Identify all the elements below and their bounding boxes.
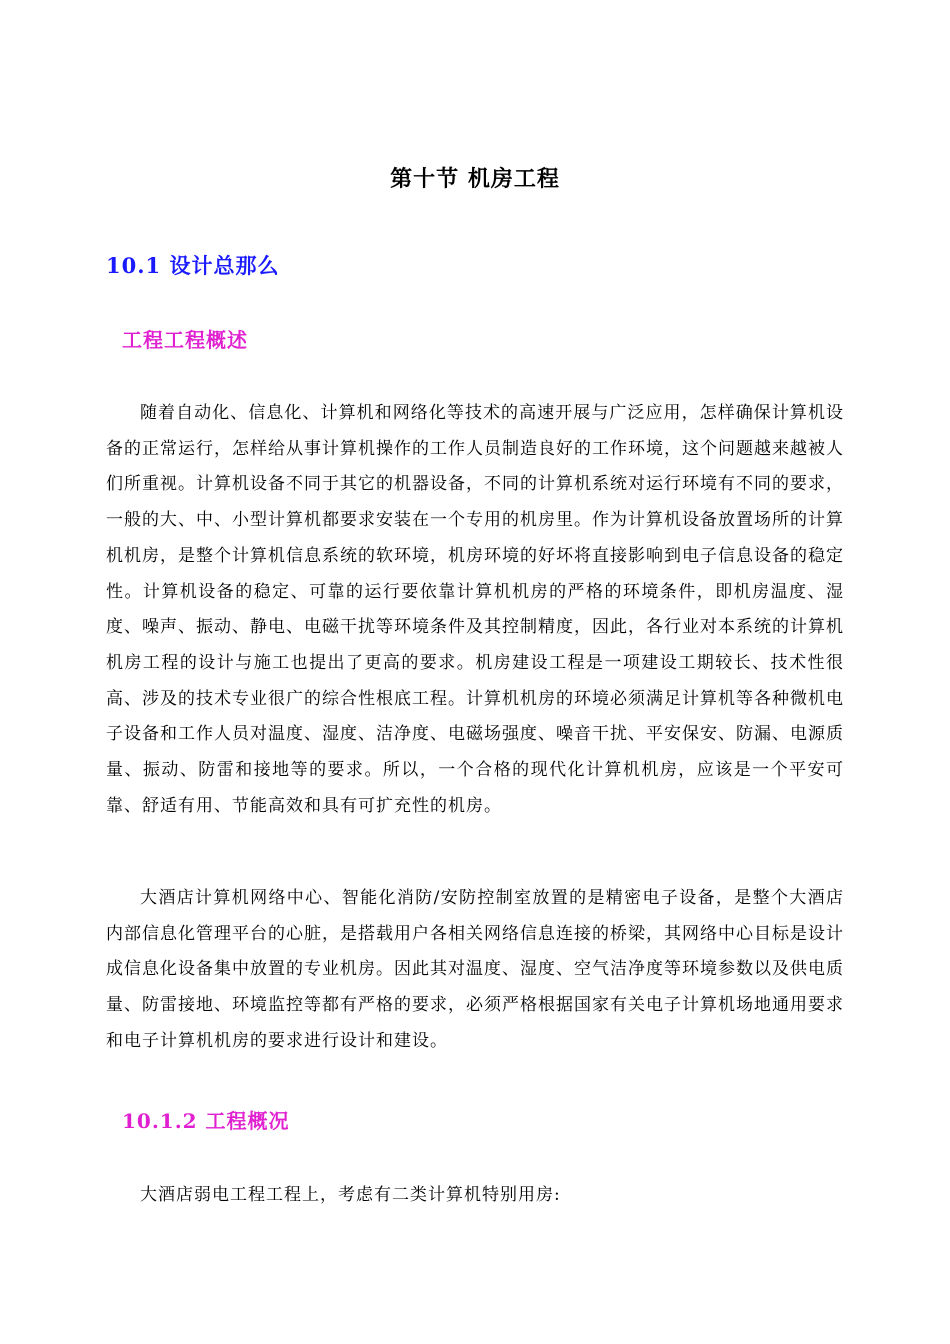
subheading-project-overview: 工程工程概述 — [122, 328, 248, 352]
body-paragraph-1: 随着自动化、信息化、计算机和网络化等技术的高速开展与广泛应用，怎样确保计算机设备的正常运行，怎样给从事计算机操作的工作人员制造良好的工作环境，这个问题越来越被人们所重视。计算机设备不同于其它的机器设备，不同的计算机系统对运行环境有不同的要求，一般的大、中、小型计算机都要求安装在一个专用的机房里。作为计算机设备放置场所的计算机机房，是整个计算机信息系统的软环境，机房环境的好坏将直接影响到电子信息设备的稳定性。计算机设备的稳定、可靠的运行要依靠计算机机房的严格的环境条件，即机房温度、湿度、噪声、振动、静电、电磁干扰等环境条件及其控制精度，因此，各行业对本系统的计算机机房工程的设计与施工也提出了更高的要求。机房建设工程是一项建设工期较长、技术性很高、涉及的技术专业很广的综合性根底工程。计算机机房的环境必须满足计算机等各种微机电子设备和工作人员对温度、湿度、洁净度、电磁场强度、噪音干扰、平安保安、防漏、电源质量、振动、防雷和接地等的要求。所以，一个合格的现代化计算机机房，应该是一个平安可靠、舒适有用、节能高效和具有可扩充性的机房。 — [106, 403, 844, 816]
body-paragraph-3: 大酒店弱电工程工程上，考虑有二类计算机特别用房: — [140, 1185, 561, 1205]
heading-design-principles: 10.1 设计总那么 — [106, 253, 280, 278]
subheading-project-status: 10.1.2 工程概况 — [122, 1109, 290, 1133]
body-paragraph-2: 大酒店计算机网络中心、智能化消防/安防控制室放置的是精密电子设备，是整个大酒店内部信息化管理平台的心脏，是搭载用户各相关网络信息连接的桥梁，其网络中心目标是设计成信息化设备集中放置的专业机房。因此其对温度、湿度、空气洁净度等环境参数以及供电质量、防雷接地、环境监控等都有严格的要求，必须严格根据国家有关电子计算机场地通用要求和电子计算机机房的要求进行设计和建设。 — [106, 888, 844, 1051]
section-title: 第十节 机房工程 — [390, 166, 560, 192]
